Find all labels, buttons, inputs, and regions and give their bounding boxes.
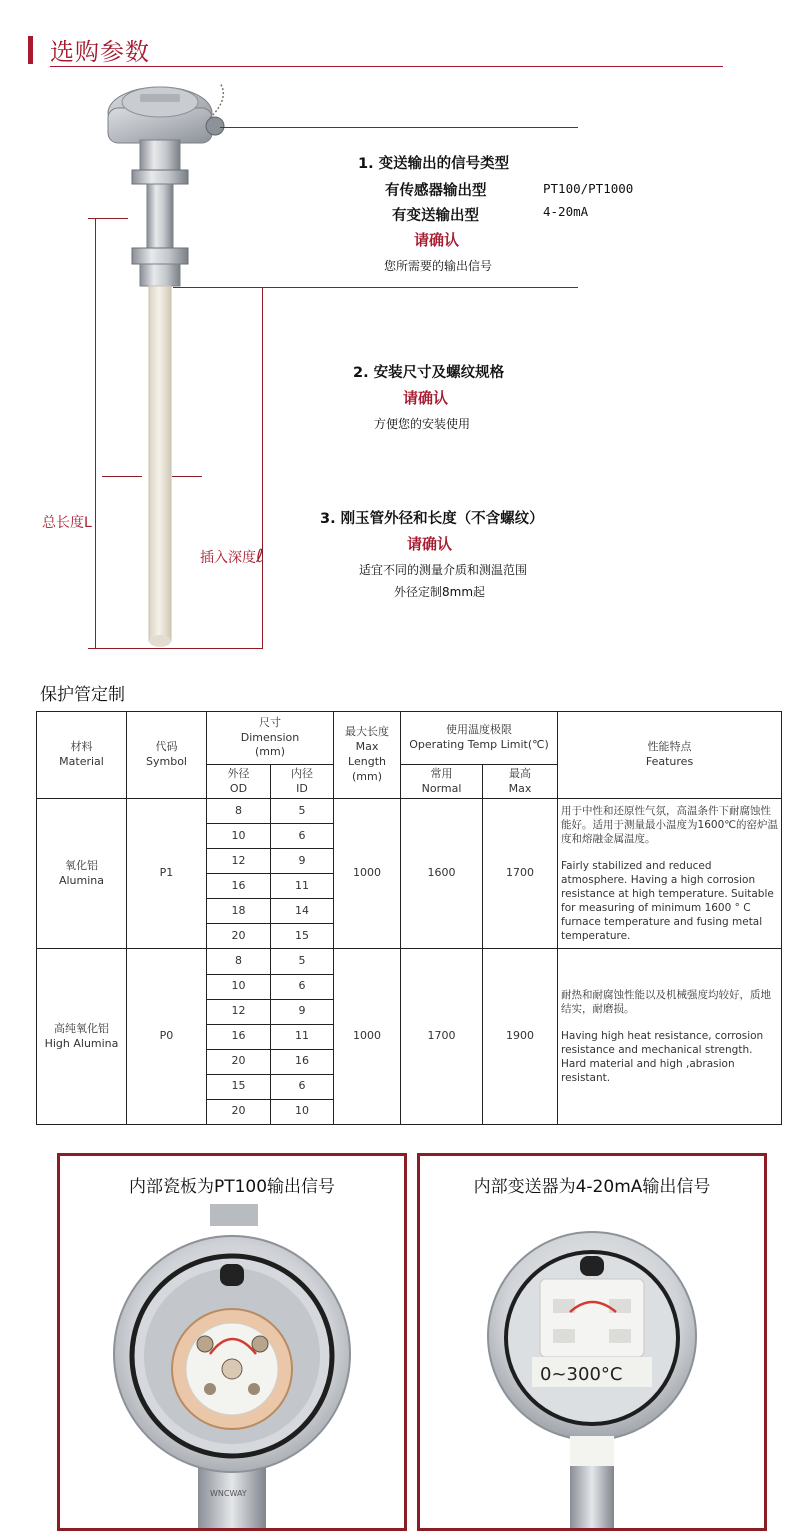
cell-features: 用于中性和还原性气氛，高温条件下耐腐蚀性能好。适用于测量最小温度为1600℃的窑炉温度和熔融金属温度。 Fairly stabilized and reduced atmosphere. Having a high corrosion resistance at high temperature. Suitable for measuring of minimum 1600 ° C furnace temperature and fusing metal temperature.: [558, 799, 782, 949]
page-title: 选购参数: [50, 38, 150, 66]
cell-id: 5: [271, 799, 334, 824]
cell-material: 氧化铝 Alumina: [37, 799, 127, 949]
od-right-arrow: [172, 476, 202, 477]
cell-max-temp: 1700: [483, 799, 558, 949]
spec3-note2: 外径定制8mm起: [394, 585, 486, 599]
header-accent-bar: [28, 36, 33, 64]
cell-od: 12: [207, 849, 271, 874]
spec1-row2-value: 4-20mA: [543, 204, 589, 219]
od-left-arrow: [102, 476, 142, 477]
header-od: 外径 OD: [207, 765, 271, 799]
pt100-ceramic-board-photo: [60, 1204, 404, 1528]
spec2-confirm: 请确认: [403, 389, 449, 407]
cell-id: 9: [271, 849, 334, 874]
table-row: [37, 949, 782, 974]
cell-id: 11: [271, 1024, 334, 1049]
cell-od: 12: [207, 999, 271, 1024]
cell-od: 10: [207, 974, 271, 999]
table-section-title: 保护管定制: [40, 685, 125, 705]
pt100-photo-panel: [57, 1153, 407, 1531]
header-temp-limit: 使用温度极限 Operating Temp Limit(℃): [401, 712, 558, 765]
cell-max-length: 1000: [334, 949, 401, 1125]
transmitter-photo-panel: [417, 1153, 767, 1531]
sensor-illustration: [60, 78, 300, 658]
cell-od: 16: [207, 874, 271, 899]
spec1-row1-label: 有传感器输出型: [385, 183, 487, 199]
header-max: 最高 Max: [483, 765, 558, 799]
spec1-leader-line: [220, 127, 578, 128]
pt100-brand-text: WNCWAY: [210, 1489, 247, 1498]
cell-symbol: P0: [127, 949, 207, 1125]
cell-normal-temp: 1600: [401, 799, 483, 949]
cell-od: 8: [207, 949, 271, 974]
spec1-row2-label: 有变送输出型: [392, 208, 479, 224]
cell-od: 20: [207, 924, 271, 949]
transmitter-dial-text: 0~300°C: [540, 1364, 623, 1385]
header-symbol: 代码 Symbol: [127, 712, 207, 799]
transmitter-caption: 内部变送器为4-20mA输出信号: [473, 1177, 711, 1197]
total-length-label: 总长度L: [42, 515, 92, 531]
cell-id: 5: [271, 949, 334, 974]
cell-id: 6: [271, 1074, 334, 1099]
spec2-leader-line: [173, 287, 578, 288]
header-divider: [50, 66, 723, 67]
cell-material: 高纯氧化铝 High Alumina: [37, 949, 127, 1125]
total-length-top-tick: [88, 218, 128, 219]
cell-od: 16: [207, 1024, 271, 1049]
cell-max-length: 1000: [334, 799, 401, 949]
cell-id: 14: [271, 899, 334, 924]
header-features: 性能特点 Features: [558, 712, 782, 799]
cell-max-temp: 1900: [483, 949, 558, 1125]
spec3-title: 3. 刚玉管外径和长度（不含螺纹）: [320, 511, 544, 527]
cell-od: 15: [207, 1074, 271, 1099]
cell-symbol: P1: [127, 799, 207, 949]
cell-id: 6: [271, 974, 334, 999]
cell-id: 10: [271, 1099, 334, 1124]
cell-id: 15: [271, 924, 334, 949]
table-row: [37, 799, 782, 824]
cell-id: 11: [271, 874, 334, 899]
spec1-note: 您所需要的输出信号: [384, 259, 493, 273]
spec1-confirm: 请确认: [414, 231, 460, 249]
header-dimension: 尺寸 Dimension (mm): [207, 712, 334, 765]
cell-od: 10: [207, 824, 271, 849]
spec3-confirm: 请确认: [407, 535, 453, 553]
spec3-note1: 适宜不同的测量介质和测温范围: [359, 563, 528, 577]
header-normal: 常用 Normal: [401, 765, 483, 799]
cell-features: 耐热和耐腐蚀性能以及机械强度均较好，质地结实，耐磨损。 Having high heat resistance, corrosion resistance and mechanical strength. Hard material and high ,abrasion resistant.: [558, 949, 782, 1125]
header-max-length: 最大长度 Max Length (mm): [334, 712, 401, 799]
cell-id: 9: [271, 999, 334, 1024]
header-material: 材料 Material: [37, 712, 127, 799]
cell-od: 18: [207, 899, 271, 924]
spec2-note: 方便您的安装使用: [374, 417, 471, 431]
spec1-title: 1. 变送输出的信号类型: [358, 156, 510, 172]
cell-od: 20: [207, 1099, 271, 1124]
total-length-line: [95, 218, 96, 648]
spec1-row1-value: PT100/PT1000: [543, 181, 634, 196]
insert-depth-label: 插入深度ℓ: [200, 546, 264, 567]
pt100-caption: 内部瓷板为PT100输出信号: [128, 1177, 336, 1197]
cell-id: 6: [271, 824, 334, 849]
header-id: 内径 ID: [271, 765, 334, 799]
transmitter-module-photo: [420, 1204, 764, 1528]
protection-tube-table: [36, 711, 782, 1125]
cell-od: 8: [207, 799, 271, 824]
cell-od: 20: [207, 1049, 271, 1074]
cell-id: 16: [271, 1049, 334, 1074]
spec2-title: 2. 安装尺寸及螺纹规格: [353, 365, 505, 381]
bottom-baseline: [88, 648, 263, 649]
cell-normal-temp: 1700: [401, 949, 483, 1125]
insert-depth-line: [262, 287, 263, 648]
